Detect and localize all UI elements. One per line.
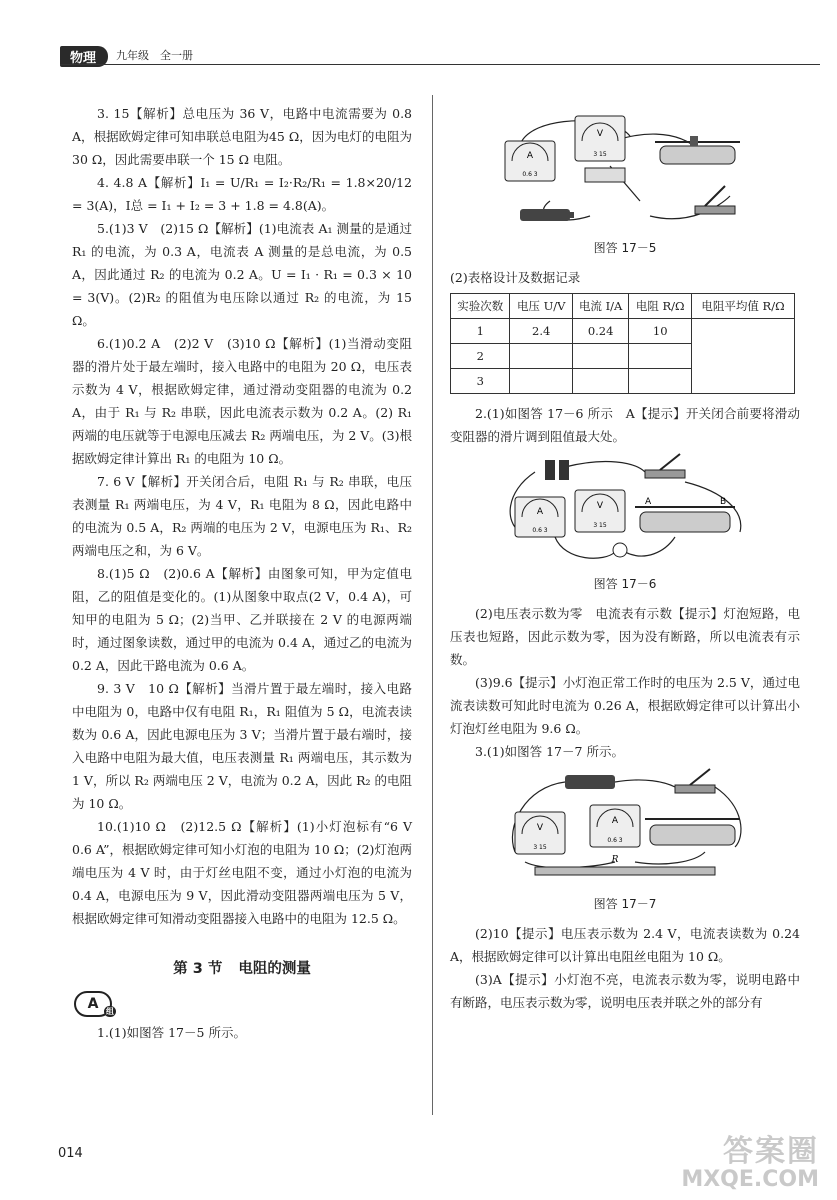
table-cell: 2: [451, 344, 510, 369]
data-table: [450, 293, 795, 394]
circuit-diagram-17-7: [495, 767, 755, 887]
section-number: 第 3 节: [173, 961, 223, 977]
col-header-voltage: 电压 U/V: [510, 294, 572, 319]
figure-17-5-caption: 图答 17－5: [593, 241, 657, 255]
group-badge-row: [72, 991, 412, 1017]
voltmeter-icon: [515, 812, 565, 854]
voltmeter-icon: [575, 490, 625, 532]
figure-17-7-caption: 图答 17－7: [593, 897, 657, 911]
figure-17-5: [450, 106, 800, 231]
table-cell: [629, 369, 692, 394]
table-cell: [572, 369, 628, 394]
svg-text:B: B: [720, 497, 727, 507]
watermark-logo: [681, 1136, 819, 1192]
answer-8: 8.(1)5 Ω (2)0.6 A【解析】由图象可知，甲为定值电阻，乙的阻值是变化的。(1)从图象中取点(2 V，0.4 A)，可知甲的电阻为 5 Ω；(2)当甲、乙并联接在 2 V 的电源两端时，通过图象读数，通过甲的电流为 0.4 A，通过乙的电流为 0.2 A，因此干路电流为 0.6 A。: [72, 566, 412, 673]
section-title: 电阻的测量: [238, 961, 311, 977]
answer-3-2: (2)10【提示】电压表示数为 2.4 V，电流表读数为 0.24 A，根据欧姆定律可以计算出电阻丝电阻为 10 Ω。: [450, 926, 800, 964]
svg-text:0.6 3: 0.6 3: [522, 171, 538, 178]
col-header-current: 电流 I/A: [572, 294, 628, 319]
header-rule: [60, 64, 820, 65]
battery-icon: [520, 209, 574, 221]
figure-17-6: [450, 452, 800, 567]
left-column: [72, 102, 412, 1044]
svg-text:A: A: [611, 816, 619, 826]
table-cell-average: [692, 319, 795, 394]
switch-icon: [645, 454, 685, 478]
section-heading: [72, 958, 412, 981]
switch-icon: [695, 186, 735, 214]
battery-pair-icon: [545, 460, 569, 480]
circuit-diagram-17-6: [495, 452, 755, 567]
bulb-icon: [613, 543, 627, 557]
answer-3: 3. 15【解析】总电压为 36 V，电路中电流需要为 0.8 A，根据欧姆定律可知串联总电阻为45 Ω，因为电灯的电阻为 30 Ω，因此需要串联一个 15 Ω 电阻。: [72, 106, 412, 167]
ammeter-icon: [505, 141, 555, 181]
answer-3-3: (3)A【提示】小灯泡不亮，电流表示数为零，说明电路中有断路，电压表示数为零，说明电压表并联之外的部分有: [450, 972, 800, 1010]
figure-17-7: [450, 767, 800, 887]
svg-text:0.6 3: 0.6 3: [607, 837, 623, 844]
table-intro: (2)表格设计及数据记录: [450, 270, 581, 285]
watermark-text: 答案圈: [723, 1134, 819, 1169]
answer-10: 10.(1)10 Ω (2)12.5 Ω【解析】(1)小灯泡标有“6 V 0.6 A”，根据欧姆定律可知小灯泡的电阻为 10 Ω；(2)灯泡两端电压为 4 V 时，由于灯丝电阻不变，通过小灯泡的电流为0.4 A，电源电压为 9 V，因此滑动变阻器两端电压为 5 V，根据欧姆定律可知滑动变阻器接入电路中的电阻为 12.5 Ω。: [72, 819, 412, 926]
svg-text:R: R: [611, 855, 619, 865]
rheostat-icon: [655, 136, 740, 164]
col-header-trial: 实验次数: [451, 294, 510, 319]
table-cell: 3: [451, 369, 510, 394]
ammeter-icon: [590, 805, 640, 847]
answer-6: 6.(1)0.2 A (2)2 V (3)10 Ω【解析】(1)当滑动变阻器的滑片处于最左端时，接入电路中的电阻为 20 Ω，电压表示数为 4 V，根据欧姆定律，通过滑动变阻器的电流为 0.2 A，由于 R₁ 与 R₂ 串联，因此电流表示数为 0.2 A。(2) R₁ 两端的电压就等于电源电压减去 R₂ 两端电压，为 2 V。(3)根据欧姆定律计算出 R₁ 的电阻为 10 Ω。: [72, 336, 413, 466]
voltmeter-icon: [575, 116, 625, 161]
svg-text:A: A: [645, 497, 652, 507]
answer-9: 9. 3 V 10 Ω【解析】当滑片置于最左端时，接入电路中电阻为 0，电路中仅有电阻 R₁，R₁ 阻值为 5 Ω，电流表读数为 0.6 A，因此电源电压为 3 V；当滑片置于最右端时，接入电路中电阻为最大值，电压表测量 R₁ 两端电压，其示数为 1 V，所以 R₂ 两端电压 2 V，电流为 0.2 A，因此 R₂ 的电阻为 10 Ω。: [72, 681, 412, 811]
switch-icon: [675, 769, 715, 793]
answer-4: 4. 4.8 A【解析】I₁ = U/R₁ = I₂·R₂/R₁ = 1.8×20/12 = 3(A)，I总 = I₁ + I₂ = 3 + 1.8 = 4.8(A)。: [72, 175, 412, 213]
svg-text:3 15: 3 15: [533, 844, 547, 851]
section-answer-1: 1.(1)如图答 17－5 所示。: [97, 1025, 246, 1040]
answer-3-1: 3.(1)如图答 17－7 所示。: [475, 744, 624, 759]
circuit-diagram-17-5: [490, 106, 760, 231]
table-cell: [510, 344, 572, 369]
rheostat-icon: [635, 497, 735, 532]
rheostat-icon: [645, 819, 740, 845]
answer-5: 5.(1)3 V (2)15 Ω【解析】(1)电流表 A₁ 测量的是通过 R₁ 的电流，为 0.3 A，电流表 A 测量的是总电流，为 0.5 A，因此通过 R₂ 的电流为 0.2 A。U = I₁ · R₁ = 0.3 × 10 = 3(V)。(2)R₂ 的阻值为电压除以通过 R₂ 的电流，为 15 Ω。: [72, 221, 412, 328]
table-cell: 2.4: [510, 319, 572, 344]
svg-text:3 15: 3 15: [593, 522, 607, 529]
watermark-url: MXQE.COM: [681, 1167, 819, 1192]
resistor-icon: [585, 168, 625, 182]
svg-text:A: A: [536, 507, 544, 517]
answer-2-2: (2)电压表示数为零 电流表有示数【提示】灯泡短路，电压表也短路，因此示数为零，因为没有断路，所以电流表有示数。: [450, 606, 800, 667]
svg-text:V: V: [596, 501, 604, 511]
page-header: [60, 44, 820, 66]
table-cell: 0.24: [572, 319, 628, 344]
svg-text:V: V: [536, 823, 544, 833]
col-header-resistance: 电阻 R/Ω: [629, 294, 692, 319]
badge-group-label: 组: [106, 1007, 114, 1016]
page-number: 014: [58, 1146, 83, 1161]
table-row: [451, 319, 795, 344]
svg-text:V: V: [596, 129, 604, 139]
subject-label: 物理: [60, 46, 108, 67]
column-divider: [432, 95, 433, 1115]
svg-text:0.6 3: 0.6 3: [532, 527, 548, 534]
table-cell: 10: [629, 319, 692, 344]
answer-7: 7. 6 V【解析】开关闭合后，电阻 R₁ 与 R₂ 串联，电压表测量 R₁ 两端电压，为 4 V，R₁ 电阻为 8 Ω，因此电路中的电流为 0.5 A，R₂ 两端的电压为 2 V，电源电压为 R₁、R₂ 两端电压之和，为 6 V。: [72, 474, 412, 558]
right-column: [450, 102, 800, 1014]
table-cell: [629, 344, 692, 369]
battery-icon: [565, 775, 615, 789]
answer-2-3: (3)9.6【提示】小灯泡正常工作时的电压为 2.5 V，通过电流表读数可知此时电流为 0.26 A，根据欧姆定律可以计算出小灯泡灯丝电阻为 9.6 Ω。: [450, 675, 800, 736]
figure-17-6-caption: 图答 17－6: [593, 577, 657, 591]
svg-text:A: A: [526, 151, 534, 161]
badge-letter: A: [87, 996, 99, 1012]
answer-2-1: 2.(1)如图答 17－6 所示 A【提示】开关闭合前要将滑动变阻器的滑片调到阻值最大处。: [450, 406, 800, 444]
col-header-average: 电阻平均值 R/Ω: [692, 294, 795, 319]
resistance-wire-board-icon: [535, 855, 715, 875]
ammeter-icon: [515, 497, 565, 537]
group-a-badge: [74, 991, 112, 1017]
grade-label: 九年级 全一册: [116, 49, 193, 62]
svg-text:3 15: 3 15: [593, 151, 607, 158]
table-cell: [572, 344, 628, 369]
table-cell: 1: [451, 319, 510, 344]
table-header-row: [451, 294, 795, 319]
table-cell: [510, 369, 572, 394]
